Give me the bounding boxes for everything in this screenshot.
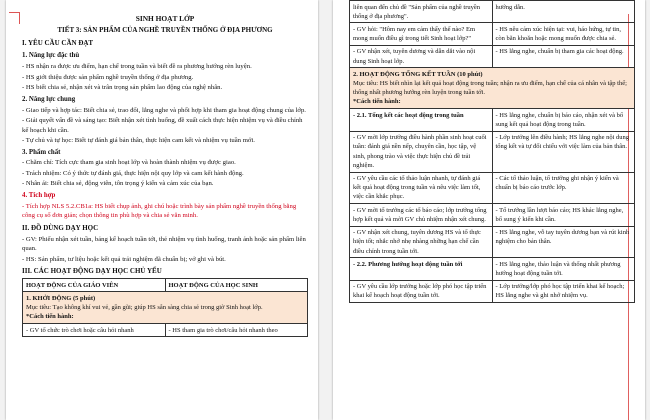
activity-goal: Mục tiêu: HS biết nhìn lại kết quả hoạt động trong tuần; nhận ra ưu điểm, hạn chế của cá nhân và tập thể; thống nhất phương hướng rèn luyện trong tuần tới. — [353, 80, 627, 97]
doc-title: SINH HOẠT LỚP — [135, 14, 195, 23]
student-cell: hướng dẫn. — [492, 1, 635, 23]
subsection-heading-integration: 4. Tích hợp — [22, 191, 56, 199]
student-cell: - Lớp trưởng lên điều hành; HS lắng nghe nội dung tổng kết và tự đối chiếu với việc làm của bản thân. — [492, 131, 635, 172]
activities-table — [22, 278, 308, 337]
page-corner-mark — [9, 12, 19, 13]
table-row — [350, 45, 635, 67]
teacher-cell: - GV hỏi: "Hôm nay em cảm thấy thế nào? Em mong muốn điều gì trong tiết Sinh hoạt lớp?" — [350, 23, 493, 45]
table-row — [350, 109, 635, 131]
student-cell: - HS lắng nghe, chuẩn bị tham gia các hoạt động. — [492, 45, 635, 67]
student-cell: - Các tổ thảo luận, tổ trưởng ghi nhận ý kiến và chuẩn bị báo cáo trước lớp. — [492, 172, 635, 204]
table-row — [350, 204, 635, 226]
activity-goal: Mục tiêu: Tạo không khí vui vẻ, gần gũi; giúp HS sẵn sàng chia sẻ trong giờ Sinh hoạt lớp. — [26, 304, 263, 312]
student-cell: - HS lắng nghe, vỗ tay tuyên dương bạn và rút kinh nghiệm cho bản thân. — [492, 226, 635, 258]
table-row — [23, 324, 308, 337]
document-page-left — [6, 0, 318, 420]
activity-method: *Cách tiến hành: — [353, 98, 401, 106]
table-row — [350, 131, 635, 172]
teacher-cell: - GV mời lớp trưởng điều hành phần sinh hoạt cuối tuần: đánh giá nền nếp, chuyên cần, học tập, vệ sinh, phong trào và việc thực hiện chủ đề trải nghiệm. — [350, 131, 493, 172]
document-page-right — [333, 0, 645, 420]
subsection-heading: 2. Năng lực chung — [22, 95, 76, 103]
paragraph: - Nhân ái: Biết chia sẻ, động viên, tôn trọng ý kiến và cảm xúc của bạn. — [22, 180, 214, 188]
subactivity-title: - 2.1. Tổng kết các hoạt động trong tuần — [350, 109, 493, 131]
paragraph: - Giải quyết vấn đề và sáng tạo: Biết nhận xét tình huống, đề xuất cách thực hiện nhiệm vụ và điều chỉnh kế hoạch khi cần. — [22, 117, 303, 134]
student-cell: - HS nêu cảm xúc hiện tại: vui, háo hứng, tự tin, còn băn khoăn hoặc mong muốn được chia sẻ. — [492, 23, 635, 45]
student-cell: - HS lắng nghe, chuẩn bị báo cáo, nhận xét và bổ sung kết quả hoạt động trong tuần. — [492, 109, 635, 131]
table-header-student: HOẠT ĐỘNG CỦA HỌC SINH — [165, 279, 308, 292]
teacher-cell: - GV tổ chức trò chơi hoặc câu hỏi nhanh — [23, 324, 166, 337]
paragraph: - HS: Sản phẩm, tư liệu hoặc kết quả trải nghiệm đã chuẩn bị; vở ghi và bút. — [22, 255, 226, 263]
table-header-teacher: HOẠT ĐỘNG CỦA GIÁO VIÊN — [23, 279, 166, 292]
student-cell: - Lớp trưởng/lớp phó học tập triển khai kế hoạch; HS lắng nghe và ghi nhớ nhiệm vụ. — [492, 280, 635, 302]
teacher-cell: - GV nhận xét chung, tuyên dương HS và tổ thực hiện tốt; nhắc nhở nhẹ nhàng những hạn chế cần điều chỉnh trong tuần tới. — [350, 226, 493, 258]
teacher-cell: - GV yêu cầu các tổ thảo luận nhanh, tự đánh giá kết quả hoạt động trong tuần và nêu việc làm tốt, việc cần khắc phục. — [350, 172, 493, 204]
paragraph: - Tự chủ và tự học: Biết tự đánh giá bản thân, thực hiện cam kết và nhiệm vụ tuần mới. — [22, 137, 255, 145]
activities-table-continued — [349, 0, 635, 303]
page-corner-mark — [19, 12, 20, 24]
activity-band — [23, 292, 308, 324]
paragraph: - HS giới thiệu được sản phẩm nghề truyền thống ở địa phương. — [22, 73, 194, 81]
activity-title: 2. HOẠT ĐỘNG TỔNG KẾT TUẦN (10 phút) — [353, 70, 483, 78]
teacher-cell: - GV nhận xét, tuyên dương và dẫn dắt vào nội dung Sinh hoạt lớp. — [350, 45, 493, 67]
subsection-heading: 1. Năng lực đặc thù — [22, 52, 80, 60]
paragraph: - Trách nhiệm: Có ý thức tự đánh giá, thực hiện nội quy lớp và cam kết hành động. — [22, 169, 244, 177]
teacher-cell: - GV yêu cầu lớp trưởng hoặc lớp phó học tập triển khai kế hoạch hoạt động tuần tới. — [350, 280, 493, 302]
teacher-cell: liên quan đến chủ đề "Sản phẩm của nghề truyền thống ở địa phương". — [350, 1, 493, 23]
paragraph: - GV: Phiếu nhận xét tuần, bảng kế hoạch tuần tới, thẻ nhiệm vụ tình huống, tranh ảnh hoặc sản phẩm liên quan. — [22, 235, 306, 253]
activity-method: *Cách tiến hành: — [26, 313, 74, 321]
table-header-row — [23, 279, 308, 292]
student-cell: - Tổ trưởng lần lượt báo cáo; HS khác lắng nghe, bổ sung ý kiến khi cần. — [492, 204, 635, 226]
paragraph: - HS nhận ra được ưu điểm, hạn chế trong tuần và biết đề ra phương hướng rèn luyện. — [22, 63, 252, 71]
subactivity-title: - 2.2. Phương hướng hoạt động tuần tới — [350, 258, 493, 280]
section-heading: III. CÁC HOẠT ĐỘNG DẠY HỌC CHỦ YẾU — [22, 267, 162, 276]
section-heading: I. YÊU CẦU CẦN ĐẠT — [22, 39, 94, 48]
activity-title: 1. KHỞI ĐỘNG (5 phút) — [26, 294, 96, 302]
student-cell: - HS lắng nghe, thảo luận và thống nhất phương hướng hoạt động tuần tới. — [492, 258, 635, 280]
subsection-heading: 3. Phẩm chất — [22, 148, 61, 156]
section-heading: II. ĐỒ DÙNG DẠY HỌC — [22, 223, 99, 232]
student-cell: - HS tham gia trò chơi/câu hỏi nhanh theo — [165, 324, 308, 337]
doc-subtitle: TIẾT 3: SẢN PHẨM CỦA NGHỀ TRUYỀN THỐNG Ở ĐỊA PHƯƠNG — [57, 25, 273, 34]
table-row — [350, 172, 635, 204]
paragraph-integration: - Tích hợp NLS 5.2.CB1a: HS biết chụp ảnh, ghi chú hoặc trình bày sản phẩm nghề truyền thống bằng công cụ số đơn giản; chọn thông tin phù hợp và chia sẻ văn minh. — [22, 202, 297, 220]
table-row — [350, 226, 635, 258]
table-row — [350, 280, 635, 302]
activity-band — [350, 68, 635, 109]
paragraph: - Chăm chỉ: Tích cực tham gia sinh hoạt lớp và hoàn thành nhiệm vụ được giao. — [22, 159, 236, 167]
teacher-cell: - GV mời tổ trưởng các tổ báo cáo; lớp trưởng tổng hợp kết quả và mời GV chủ nhiệm nhận xét chung. — [350, 204, 493, 226]
paragraph: - Giao tiếp và hợp tác: Biết chia sẻ, trao đổi, lắng nghe và phối hợp khi tham gia hoạt động chung của lớp. — [22, 106, 306, 114]
table-row — [350, 1, 635, 23]
table-row — [350, 258, 635, 280]
paragraph: - HS biết chia sẻ, nhận xét và trân trọng sản phẩm lao động của nghệ nhân. — [22, 84, 223, 92]
table-row — [350, 23, 635, 45]
